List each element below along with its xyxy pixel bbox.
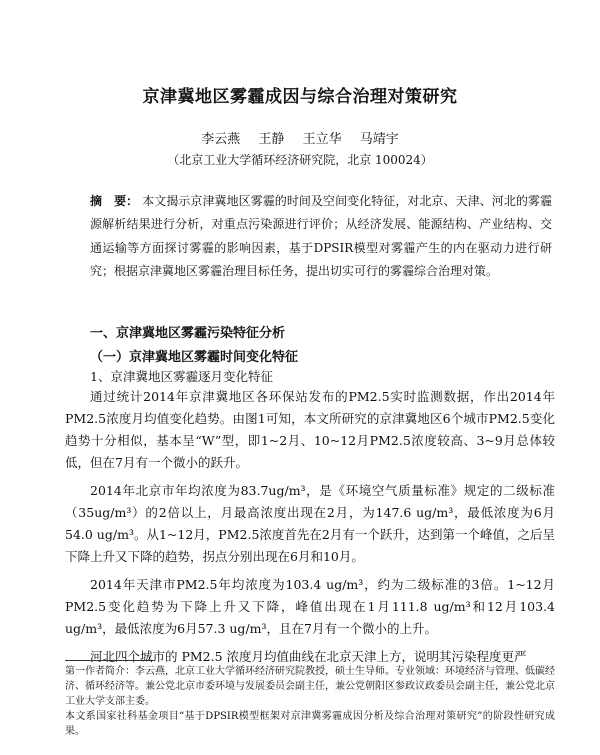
- section-heading: 一、京津冀地区雾霾污染特征分析: [90, 326, 286, 341]
- abstract: [90, 190, 552, 283]
- paragraph: 河北四个城市的 PM2.5 浓度月均值曲线在北京天津上方，说明其污染程度更严: [90, 649, 527, 664]
- paragraph: 通过统计2014年京津冀地区各环保站发布的PM2.5实时监测数据，作出2014年PM2.5浓度月均值变化趋势。由图1可知，本文所研究的京津冀地区6个城市PM2.5变化趋势十分相似，基本呈“W”型，即1~2月、10~12月PM2.5浓度较高、3~9月总体较低，但在7月有一个微小的跃升。: [65, 389, 555, 470]
- author-name: 王静: [258, 132, 285, 147]
- subsection-heading: （一）京津冀地区雾霾时间变化特征: [90, 350, 299, 365]
- abstract-label: 摘 要：: [90, 194, 139, 208]
- footnote: 第一作者简介：李云燕，北京工业大学循环经济研究院教授，硕士生导师。专业领域：环境经济与管理、低碳经济、循环经济等。兼公党北京市委环境与发展委员会副主任，兼公党朝阳区参政议政委员会副主任，兼公党北京工业大学支部主委。: [65, 666, 555, 707]
- footnote-divider: [65, 660, 155, 661]
- author-list: [0, 128, 600, 147]
- body-text: [65, 386, 555, 674]
- paragraph: 2014年北京市年均浓度为83.7ug/m³，是《环境空气质量标准》规定的二级标准（35ug/m³）的2倍以上，月最高浓度出现在2月，为147.6 ug/m³，最低浓度为6月54.0 ug/m³。从1~12月，PM2.5浓度首先在2月有一个跃升，达到第一个峰值，之后呈下降上升又下降的趋势，拐点分别出现在6月和10月。: [65, 483, 555, 564]
- paragraph: 2014年天津市PM2.5年均浓度为103.4 ug/m³，约为二级标准的3倍。1~12月PM2.5变化趋势为下降上升又下降，峰值出现在1月111.8 ug/m³和12月103.4 ug/m³，最低浓度为6月57.3 ug/m³，且在7月有一个微小的上升。: [65, 577, 555, 636]
- author-name: 马靖宇: [359, 132, 399, 147]
- abstract-text: 本文揭示京津冀地区雾霾的时间及空间变化特征，对北京、天津、河北的雾霾源解析结果进行分析，对重点污染源进行评价；从经济发展、能源结构、产业结构、交通运输等方面探讨雾霾的影响因素，基于DPSIR模型对雾霾产生的内在驱动力进行研究；根据京津冀地区雾霾治理目标任务，提出切实可行的雾霾综合治理对策。: [90, 194, 552, 278]
- author-name: 王立华: [302, 132, 342, 147]
- footnote: 本文系国家社科基金项目“基于DPSIR模型框架对京津冀雾霾成因分析及综合治理对策研究”的阶段性研究成果。: [65, 711, 555, 737]
- subsubsection-heading: 1、京津冀地区雾霾逐月变化特征: [90, 369, 273, 384]
- footnotes: [65, 664, 555, 739]
- author-name: 李云燕: [201, 132, 241, 147]
- paper-title: 京津冀地区雾霾成因与综合治理对策研究: [142, 87, 458, 107]
- affiliation: （北京工业大学循环经济研究院，北京 100024）: [167, 153, 433, 167]
